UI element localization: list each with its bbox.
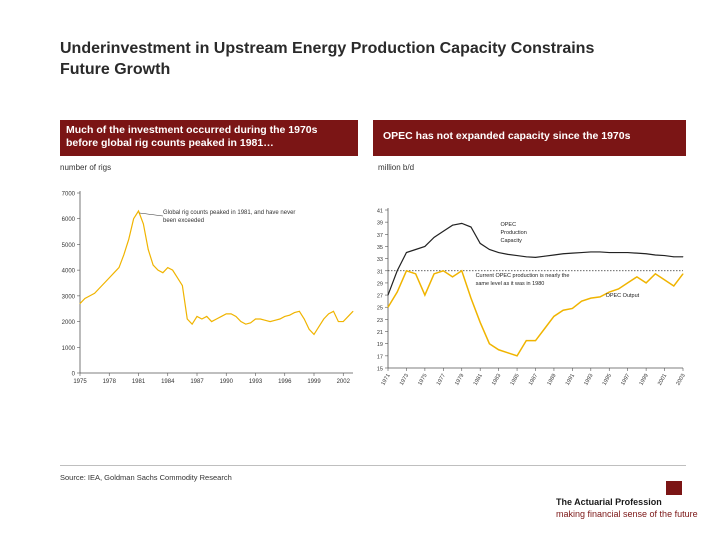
rig-count-point xyxy=(289,315,290,316)
output-line-point xyxy=(452,276,453,277)
output-line-point xyxy=(507,352,508,353)
peak-annotation: Global rig counts peaked in 1981, and have never xyxy=(163,210,296,216)
right-chart-unit: million b/d xyxy=(378,163,415,172)
x-tick-label: 1987 xyxy=(527,373,540,387)
rig-count-point xyxy=(89,295,90,296)
capacity-line-point xyxy=(563,253,564,254)
capacity-line-point xyxy=(480,243,481,244)
x-tick-label: 1989 xyxy=(546,373,558,387)
rig-count-point xyxy=(318,326,319,327)
output-line-point xyxy=(406,270,407,271)
output-line-point xyxy=(443,270,444,271)
output-line-point xyxy=(424,295,425,296)
rig-count-point xyxy=(143,223,144,224)
rig-count-point xyxy=(279,319,280,320)
x-tick-label: 1975 xyxy=(73,379,87,385)
capacity-line-point xyxy=(498,252,499,253)
rig-count-point xyxy=(153,265,154,266)
output-line-point xyxy=(461,270,462,271)
output-line-point xyxy=(544,328,545,329)
output-line-point xyxy=(664,279,665,280)
x-tick-label: 1987 xyxy=(190,379,204,385)
x-tick-label: 1983 xyxy=(491,373,503,387)
rig-count-point xyxy=(270,321,271,322)
capacity-line-point xyxy=(461,223,462,224)
output-line-point xyxy=(683,273,684,274)
y-tick-label: 35 xyxy=(376,244,383,251)
rig-count-point xyxy=(104,283,105,284)
capacity-annotation: Production xyxy=(500,230,527,236)
output-line-point xyxy=(618,289,619,290)
x-tick-label: 1975 xyxy=(417,373,429,387)
rig-count-point xyxy=(119,267,120,268)
y-tick-label: 6000 xyxy=(61,217,75,224)
x-tick-label: 1999 xyxy=(307,379,321,385)
rig-count-point xyxy=(128,239,129,240)
output-line-point xyxy=(489,343,490,344)
rig-count-point xyxy=(255,319,256,320)
output-line-point xyxy=(535,340,536,341)
x-tick-label: 1971 xyxy=(380,373,392,387)
capacity-line-point xyxy=(526,256,527,257)
rig-count-point xyxy=(211,321,212,322)
capacity-line-point xyxy=(452,225,453,226)
rig-count-point xyxy=(172,270,173,271)
y-tick-label: 39 xyxy=(376,220,383,227)
rig-count-point xyxy=(299,311,300,312)
x-tick-label: 1995 xyxy=(601,373,613,387)
capacity-line-point xyxy=(544,256,545,257)
x-tick-label: 1981 xyxy=(472,373,484,387)
rig-count-point xyxy=(260,319,261,320)
y-tick-label: 3000 xyxy=(61,294,75,301)
y-tick-label: 27 xyxy=(376,293,383,300)
capacity-line-point xyxy=(646,253,647,254)
capacity-line-point xyxy=(554,255,555,256)
x-tick-label: 1981 xyxy=(131,379,146,385)
rig-count-point xyxy=(275,320,276,321)
x-tick-label: 1990 xyxy=(219,379,233,385)
capacity-line-point xyxy=(415,249,416,250)
rig-count-point xyxy=(133,218,134,219)
capacity-line-point xyxy=(673,256,674,257)
x-tick-label: 2002 xyxy=(336,379,350,385)
y-tick-label: 25 xyxy=(376,305,383,312)
rig-count-point xyxy=(231,313,232,314)
capacity-line-point xyxy=(609,252,610,253)
rig-count-point xyxy=(182,285,183,286)
rig-count-point xyxy=(123,254,124,255)
capacity-line-point xyxy=(443,231,444,232)
rig-count-point xyxy=(294,312,295,313)
source-note: Source: IEA, Goldman Sachs Commodity Research xyxy=(60,473,232,482)
rig-count-point xyxy=(240,321,241,322)
output-line-point xyxy=(572,308,573,309)
output-line-point xyxy=(673,286,674,287)
x-tick-label: 2001 xyxy=(656,373,669,387)
rig-count-point xyxy=(138,211,139,212)
capacity-line-point xyxy=(406,252,407,253)
x-tick-label: 1978 xyxy=(102,379,116,385)
output-line-point xyxy=(563,310,564,311)
rig-count-point xyxy=(338,321,339,322)
rig-count-point xyxy=(309,329,310,330)
output-line-point xyxy=(498,349,499,350)
y-tick-label: 4000 xyxy=(61,268,75,275)
y-tick-label: 15 xyxy=(376,366,383,373)
output-level-annotation: Current OPEC production is nearly the xyxy=(475,273,570,279)
output-line-point xyxy=(581,301,582,302)
output-annotation: OPEC Output xyxy=(605,293,640,299)
rig-count-point xyxy=(206,316,207,317)
rig-count-point xyxy=(84,298,85,299)
rig-count-point xyxy=(304,319,305,320)
rig-count-point xyxy=(162,272,163,273)
capacity-line-point xyxy=(517,255,518,256)
page-title: Underinvestment in Upstream Energy Production Capacity Constrains Future Growth xyxy=(60,40,595,78)
output-line-point xyxy=(637,276,638,277)
rig-count-point xyxy=(201,319,202,320)
x-tick-label: 1973 xyxy=(398,373,411,387)
output-line-point xyxy=(517,355,518,356)
y-tick-label: 19 xyxy=(376,342,383,349)
y-tick-label: 41 xyxy=(376,208,383,215)
output-line-point xyxy=(397,292,398,293)
x-tick-label: 2003 xyxy=(675,373,687,387)
rig-count-point xyxy=(221,316,222,317)
capacity-line-point xyxy=(434,237,435,238)
x-tick-label: 1979 xyxy=(454,373,466,387)
y-tick-label: 7000 xyxy=(61,191,75,198)
logo-square xyxy=(666,481,682,495)
rig-count-point xyxy=(314,334,315,335)
y-tick-label: 33 xyxy=(376,257,383,264)
footer-divider xyxy=(60,465,686,466)
rig-count-point xyxy=(348,316,349,317)
output-line-point xyxy=(590,298,591,299)
output-line-point xyxy=(526,340,527,341)
output-line-point xyxy=(554,316,555,317)
capacity-annotation: Capacity xyxy=(500,238,522,244)
y-tick-label: 31 xyxy=(376,269,383,276)
output-line-point xyxy=(388,307,389,308)
rig-count-point xyxy=(114,272,115,273)
rig-count-point xyxy=(99,288,100,289)
x-tick-label: 1996 xyxy=(278,379,292,385)
rig-count-point xyxy=(94,293,95,294)
capacity-line-point xyxy=(637,253,638,254)
left-chart-unit: number of rigs xyxy=(60,163,112,172)
output-line-point xyxy=(480,322,481,323)
output-line-point xyxy=(600,297,601,298)
left-panel-header: Much of the investment occurred during the 1970s before global rig counts peaked in 1981… xyxy=(60,120,358,156)
rig-count-line xyxy=(80,211,353,334)
right-panel-header: OPEC has not expanded capacity since the 1970s xyxy=(373,120,686,156)
rig-count-point xyxy=(343,321,344,322)
y-tick-label: 37 xyxy=(376,232,383,239)
rig-count-point xyxy=(236,316,237,317)
rig-count-point xyxy=(109,277,110,278)
x-tick-label: 1997 xyxy=(620,373,632,387)
capacity-line-point xyxy=(397,270,398,271)
output-line-point xyxy=(655,273,656,274)
capacity-line-point xyxy=(572,253,573,254)
rig-count-point xyxy=(284,316,285,317)
peak-annotation: been exceeded xyxy=(163,218,205,224)
rig-count-point xyxy=(353,311,354,312)
capacity-line-point xyxy=(590,252,591,253)
capacity-line-point xyxy=(581,252,582,253)
x-tick-label: 1985 xyxy=(509,373,521,387)
output-line-point xyxy=(646,283,647,284)
y-tick-label: 17 xyxy=(376,354,383,361)
capacity-line-point xyxy=(507,254,508,255)
rig-count-point xyxy=(250,322,251,323)
output-line-point xyxy=(627,283,628,284)
y-tick-label: 0 xyxy=(71,371,75,378)
annotation-leader xyxy=(140,213,164,216)
output-line-point xyxy=(471,298,472,299)
y-tick-label: 29 xyxy=(376,281,383,288)
x-tick-label: 1991 xyxy=(564,373,577,387)
x-tick-label: 1993 xyxy=(583,373,595,387)
capacity-line-point xyxy=(424,246,425,247)
y-tick-label: 5000 xyxy=(61,242,75,249)
logo-name: The Actuarial Profession xyxy=(556,497,662,507)
logo-tagline: making financial sense of the future xyxy=(556,509,698,519)
capacity-annotation: OPEC xyxy=(500,222,517,228)
y-tick-label: 23 xyxy=(376,317,383,324)
output-level-annotation: same level as it was in 1980 xyxy=(475,281,545,287)
rig-count-point xyxy=(265,320,266,321)
output-line-point xyxy=(434,273,435,274)
rig-count-point xyxy=(148,249,149,250)
rig-count-point xyxy=(328,313,329,314)
rig-count-chart xyxy=(55,178,365,393)
rig-count-point xyxy=(245,324,246,325)
capacity-line-point xyxy=(471,227,472,228)
rig-count-point xyxy=(216,319,217,320)
rig-count-point xyxy=(323,319,324,320)
rig-count-point xyxy=(192,324,193,325)
capacity-line-point xyxy=(627,252,628,253)
y-tick-label: 1000 xyxy=(61,345,75,352)
rig-count-point xyxy=(80,303,81,304)
capacity-line-point xyxy=(489,249,490,250)
capacity-line-point xyxy=(683,256,684,257)
capacity-line-point xyxy=(600,252,601,253)
x-tick-label: 1984 xyxy=(161,379,175,385)
x-tick-label: 1999 xyxy=(638,373,650,387)
capacity-line-point xyxy=(655,255,656,256)
capacity-line-point xyxy=(618,252,619,253)
output-line-point xyxy=(415,273,416,274)
rig-count-point xyxy=(177,277,178,278)
capacity-line-point xyxy=(388,295,389,296)
capacity-line-point xyxy=(535,257,536,258)
x-tick-label: 1993 xyxy=(248,379,263,385)
rig-count-point xyxy=(158,270,159,271)
opec-capacity-chart xyxy=(370,198,690,398)
y-tick-label: 21 xyxy=(376,330,383,337)
rig-count-point xyxy=(226,313,227,314)
rig-count-point xyxy=(187,319,188,320)
capacity-line-point xyxy=(664,255,665,256)
rig-count-point xyxy=(333,311,334,312)
y-tick-label: 2000 xyxy=(61,320,75,327)
x-tick-label: 1977 xyxy=(435,373,448,387)
rig-count-point xyxy=(197,316,198,317)
rig-count-point xyxy=(167,267,168,268)
